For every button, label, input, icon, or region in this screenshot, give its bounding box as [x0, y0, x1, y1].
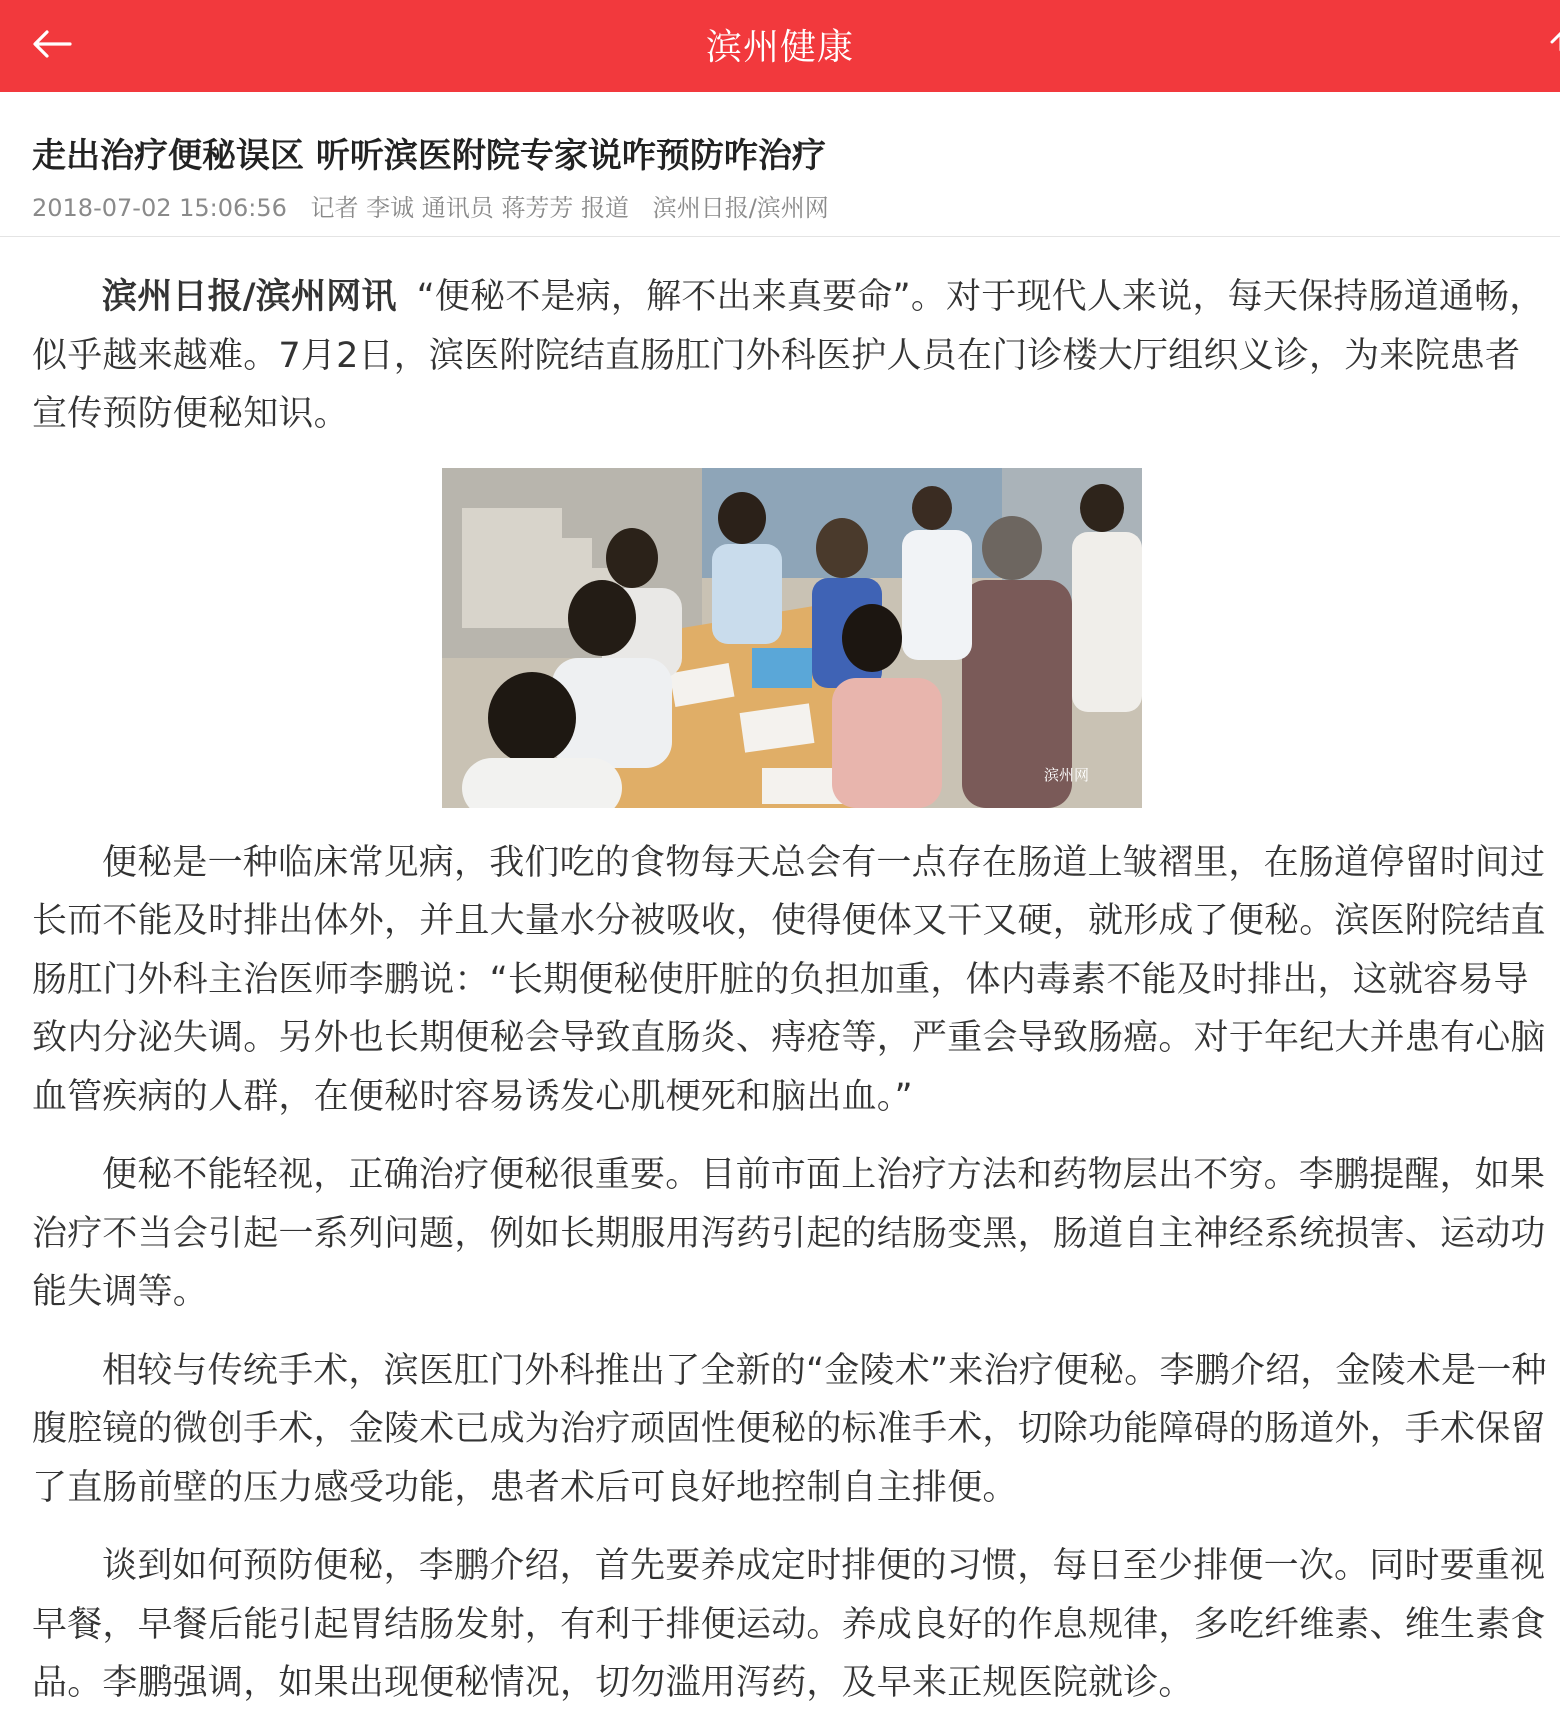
article-byline: 记者 李诚 通讯员 蒋芳芳 报道 [310, 194, 630, 222]
article-body [32, 268, 1552, 1727]
photo-watermark: 滨州网 [1044, 765, 1090, 784]
article-lead: 滨州日报/滨州网讯 [102, 277, 397, 317]
article-paragraph [32, 268, 1552, 444]
page-title: 滨州健康 [705, 27, 854, 68]
share-icon [1546, 55, 1560, 70]
paragraph-text: “便秘不是病，解不出来真要命”。对于现代人来说，每天保持肠道通畅，似乎越来越难。7月2日，滨医附院结直肠肛门外科医护人员在门诊楼大厅组织义诊，为来院患者宣传预防便秘知识。 [32, 277, 1545, 434]
article-header [0, 92, 1560, 237]
article-meta [32, 188, 845, 223]
article-datetime: 2018-07-02 15:06:56 [32, 194, 287, 222]
share-button[interactable] [1546, 30, 1560, 70]
article-title: 走出治疗便秘误区 听听滨医附院专家说咋预防咋治疗 [32, 136, 826, 176]
article-photo[interactable] [442, 468, 1142, 808]
article-paragraph: 相较与传统手术，滨医肛门外科推出了全新的“金陵术”来治疗便秘。李鹏介绍，金陵术是一种腹腔镜的微创手术，金陵术已成为治疗顽固性便秘的标准手术，切除功能障碍的肠道外，手术保留了直肠前壁的压力感受功能，患者术后可良好地控制自主排便。 [32, 1350, 1547, 1508]
article-paragraph: 谈到如何预防便秘，李鹏介绍，首先要养成定时排便的习惯，每日至少排便一次。同时要重视早餐，早餐后能引起胃结肠发射，有利于排便运动。养成良好的作息规律，多吃纤维素、维生素食品。李鹏强调，如果出现便秘情况，切勿滥用泻药，及早来正规医院就诊。 [32, 1546, 1546, 1703]
article-paragraph: 便秘是一种临床常见病，我们吃的食物每天总会有一点存在肠道上皱褶里，在肠道停留时间过长而不能及时排出体外，并且大量水分被吸收，使得便体又干又硬，就形成了便秘。滨医附院结直肠肛门外科主治医师李鹏说：“长期便秘使肝脏的负担加重，体内毒素不能及时排出，这就容易导致内分泌失调。另外也长期便秘会导致直肠炎、痔疮等，严重会导致肠癌。对于年纪大并患有心脑血管疾病的人群，在便秘时容易诱发心肌梗死和脑出血。” [32, 842, 1546, 1117]
article-source: 滨州日报/滨州网 [652, 194, 829, 222]
top-nav-bar [0, 0, 1560, 92]
clinic-photo [442, 468, 1142, 808]
article-paragraph: 便秘不能轻视，正确治疗便秘很重要。目前市面上治疗方法和药物层出不穷。李鹏提醒，如果治疗不当会引起一系列问题，例如长期服用泻药引起的结肠变黑，肠道自主神经系统损害、运动功能失调等。 [32, 1155, 1546, 1312]
